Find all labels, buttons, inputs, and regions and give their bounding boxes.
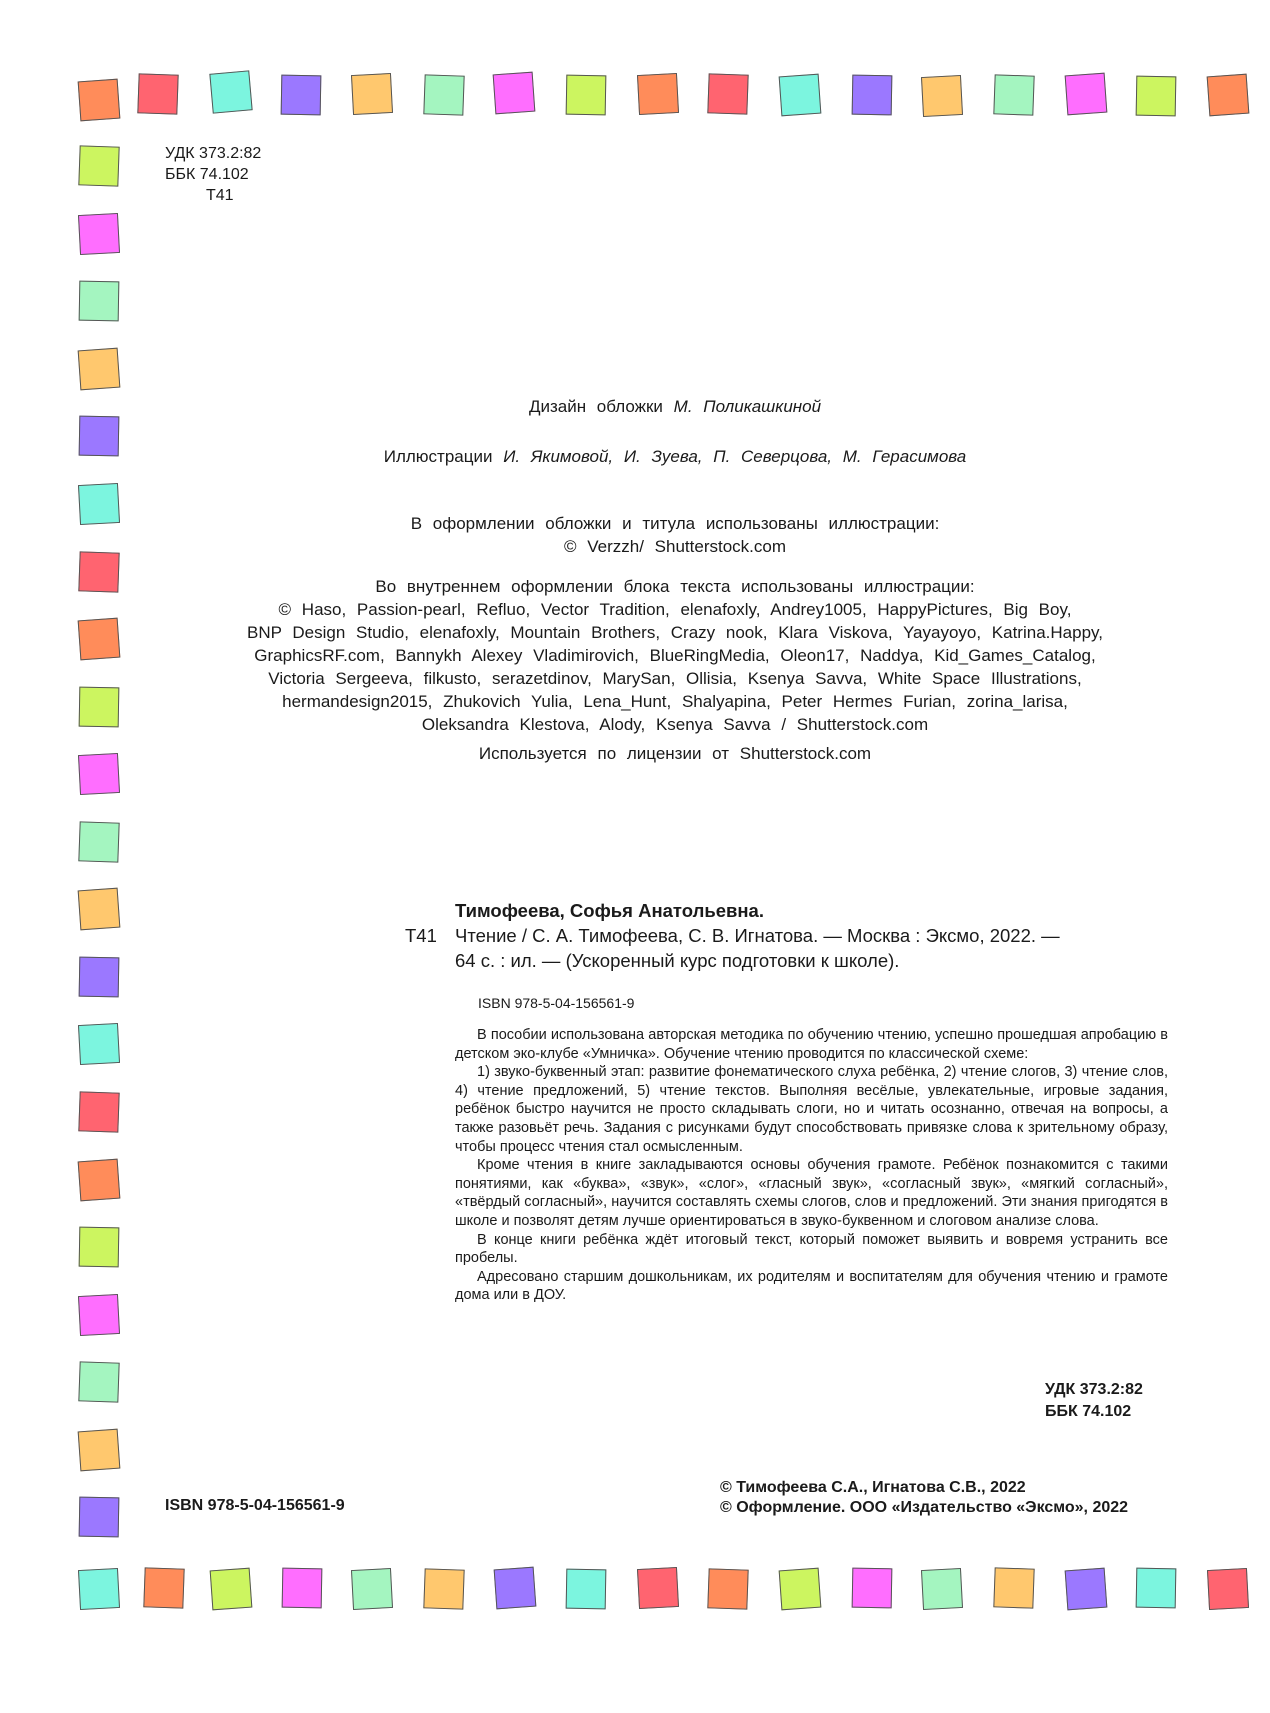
decorative-square bbox=[282, 1568, 323, 1609]
annotation-paragraph: В конце книги ребёнка ждёт итоговый текст, который поможет выявить и вовремя устранить все пробелы. bbox=[455, 1231, 1168, 1267]
illustrations-credit bbox=[170, 445, 1180, 468]
annotation-paragraph: В пособии использована авторская методика по обучению чтению, успешно прошедшая апробацию в детском эко-клубе «Умничка». Обучение чтению проводится по классической схеме: bbox=[455, 1027, 1168, 1062]
inner-illustrations-line: hermandesign2015, Zhukovich Yulia, Lena_Hunt, Shalyapina, Peter Hermes Furian, zorina_larisa, bbox=[282, 692, 1068, 711]
decorative-square bbox=[351, 1568, 393, 1610]
copyright-authors: © Тимофеева С.А., Игнатова С.В., 2022 bbox=[720, 1479, 1026, 1496]
decorative-square bbox=[78, 1294, 120, 1336]
illustrations-names: И. Якимовой, И. Зуева, П. Северцова, М. Герасимова bbox=[503, 447, 967, 466]
decorative-square bbox=[79, 416, 120, 457]
isbn-footer: ISBN 978-5-04-156561-9 bbox=[165, 1497, 345, 1514]
decorative-square bbox=[79, 1497, 120, 1538]
inner-illustrations-block bbox=[170, 575, 1180, 736]
udk-code: УДК 373.2:82 bbox=[165, 145, 262, 162]
decorative-square bbox=[1207, 1568, 1249, 1610]
decorative-square bbox=[78, 821, 119, 862]
inner-illustrations-line: Victoria Sergeeva, filkusto, serazetdinov, MarySan, Ollisia, Ksenya Savva, White Space Illustrations, bbox=[268, 669, 1082, 688]
decorative-square bbox=[79, 957, 120, 998]
decorative-square bbox=[993, 1567, 1034, 1608]
decorative-square bbox=[78, 483, 120, 525]
copyright-block bbox=[720, 1478, 1128, 1518]
decorative-square bbox=[281, 75, 322, 116]
decorative-square bbox=[779, 74, 822, 117]
decorative-square bbox=[78, 753, 120, 795]
decorative-square bbox=[78, 1361, 119, 1402]
annotation-paragraph: Адресовано старшим дошкольникам, их родителям и воспитателям для обучения чтению и грамоте дома или в ДОУ. bbox=[455, 1268, 1168, 1304]
decorative-square bbox=[494, 1567, 537, 1610]
illustrations-label: Иллюстрации bbox=[383, 447, 493, 466]
udk-code: УДК 373.2:82 bbox=[1045, 1381, 1143, 1398]
title-description: Чтение / С. А. Тимофеева, С. В. Игнатова. — Москва : Эксмо, 2022. — bbox=[455, 925, 1060, 946]
author-heading: Тимофеева, Софья Анатольевна. bbox=[455, 900, 764, 921]
decorative-square bbox=[1136, 1568, 1177, 1609]
annotation bbox=[455, 1026, 1168, 1305]
decorative-square bbox=[566, 1569, 607, 1610]
cover-illustrations-heading: В оформлении обложки и титула использованы иллюстрации: bbox=[410, 514, 940, 533]
decorative-square bbox=[78, 888, 121, 931]
decorative-square bbox=[852, 75, 893, 116]
bbk-code: ББК 74.102 bbox=[1045, 1403, 1132, 1420]
decorative-square bbox=[852, 1568, 893, 1609]
decorative-square bbox=[78, 145, 119, 186]
decorative-square bbox=[1065, 1568, 1108, 1611]
decorative-square bbox=[78, 1568, 120, 1610]
decorative-square bbox=[423, 1568, 464, 1609]
cover-illustrations-block bbox=[170, 512, 1180, 558]
inner-illustrations-line: GraphicsRF.com, Bannykh Alexey Vladimirovich, BlueRingMedia, Oleon17, Naddya, Kid_Games_Catalog, bbox=[254, 646, 1096, 665]
decorative-square bbox=[493, 72, 536, 115]
inner-illustrations-line: © Haso, Passion-pearl, Refluo, Vector Tradition, elenafoxly, Andrey1005, HappyPictures, Big Boy, bbox=[278, 600, 1072, 619]
decorative-square bbox=[1207, 74, 1250, 117]
bbk-code: ББК 74.102 bbox=[165, 166, 249, 183]
decorative-square bbox=[78, 1023, 120, 1065]
cover-design-name: М. Поликашкиной bbox=[673, 397, 822, 416]
decorative-square bbox=[351, 73, 393, 115]
decorative-square bbox=[78, 348, 121, 391]
decorative-square bbox=[707, 1568, 748, 1609]
decorative-square bbox=[209, 70, 252, 113]
inner-illustrations-heading: Во внутреннем оформлении блока текста использованы иллюстрации: bbox=[375, 577, 975, 596]
decorative-square bbox=[921, 75, 963, 117]
decorative-square bbox=[79, 281, 120, 322]
decorative-square bbox=[566, 75, 607, 116]
cover-design-label: Дизайн обложки bbox=[528, 397, 663, 416]
decorative-square bbox=[78, 213, 120, 255]
inner-illustrations-line: Oleksandra Klestova, Alody, Ksenya Savva / Shutterstock.com bbox=[421, 715, 929, 734]
decorative-square bbox=[707, 73, 748, 114]
annotation-paragraph: 1) звуко-буквенный этап: развитие фонематического слуха ребёнка, 2) чтение слогов, 3) чтение слов, 4) чтение предложений, 5) чтение текстов. Выполняя весёлые, увлекательные, игровые задания, ребёнок быстро научится не просто складывать слоги, но и читать осознанно, отвечая на вопросы, а также разовьёт речь. Задания с рисунками будут способствовать привязке слова к зрительному образу, чтобы процесс чтения стал осмысленным. bbox=[455, 1064, 1168, 1155]
decorative-square bbox=[78, 1091, 119, 1132]
annotation-paragraph: Кроме чтения в книге закладываются основы обучения грамоте. Ребёнок познакомится с такими понятиями, как «буква», «звук», «слог», «гласный звук», «согласный звук», «мягкий согласный», «твёрдый согласный», научится составлять схемы слогов, слов и предложений. Эти знания пригодятся в школе и позволят детям лучше ориентироваться в звуко-буквенном и слоговом анализе слова. bbox=[455, 1157, 1168, 1229]
decorative-square bbox=[78, 79, 121, 122]
decorative-square bbox=[78, 618, 121, 661]
copyright-design: © Оформление. ООО «Издательство «Эксмо», 2022 bbox=[720, 1499, 1129, 1516]
decorative-square bbox=[79, 1227, 120, 1268]
decorative-square bbox=[1065, 73, 1108, 116]
decorative-square bbox=[779, 1568, 822, 1611]
author-sign: Т41 bbox=[206, 187, 234, 204]
decorative-square bbox=[78, 551, 119, 592]
inner-illustrations-line: BNP Design Studio, elenafoxly, Mountain Brothers, Crazy nook, Klara Viskova, Yayayoyo, Katrina.Happy, bbox=[247, 623, 1103, 642]
decorative-square bbox=[210, 1568, 253, 1611]
license-note: Используется по лицензии от Shutterstock.com bbox=[478, 744, 872, 763]
isbn-record: ISBN 978-5-04-156561-9 bbox=[478, 995, 635, 1011]
bibliographic-record bbox=[405, 898, 1165, 973]
decorative-square bbox=[993, 74, 1034, 115]
decorative-square bbox=[79, 687, 120, 728]
decorative-square bbox=[78, 1429, 121, 1472]
decorative-square bbox=[637, 73, 679, 115]
cover-illustrations-credit: © Verzzh/ Shutterstock.com bbox=[564, 537, 786, 556]
decorative-square bbox=[1136, 76, 1177, 117]
decorative-square bbox=[637, 1567, 679, 1609]
physical-description: 64 с. : ил. — (Ускоренный курс подготовки к школе). bbox=[455, 950, 900, 971]
decorative-square bbox=[137, 73, 178, 114]
decorative-square bbox=[78, 1159, 121, 1202]
decorative-square bbox=[921, 1568, 963, 1610]
author-sign-code: Т41 bbox=[405, 925, 437, 946]
decorative-square bbox=[423, 74, 464, 115]
cover-design-credit bbox=[170, 395, 1180, 418]
decorative-square bbox=[143, 1567, 184, 1608]
classification-codes-top bbox=[165, 143, 261, 206]
classification-codes-bottom bbox=[1045, 1379, 1143, 1423]
